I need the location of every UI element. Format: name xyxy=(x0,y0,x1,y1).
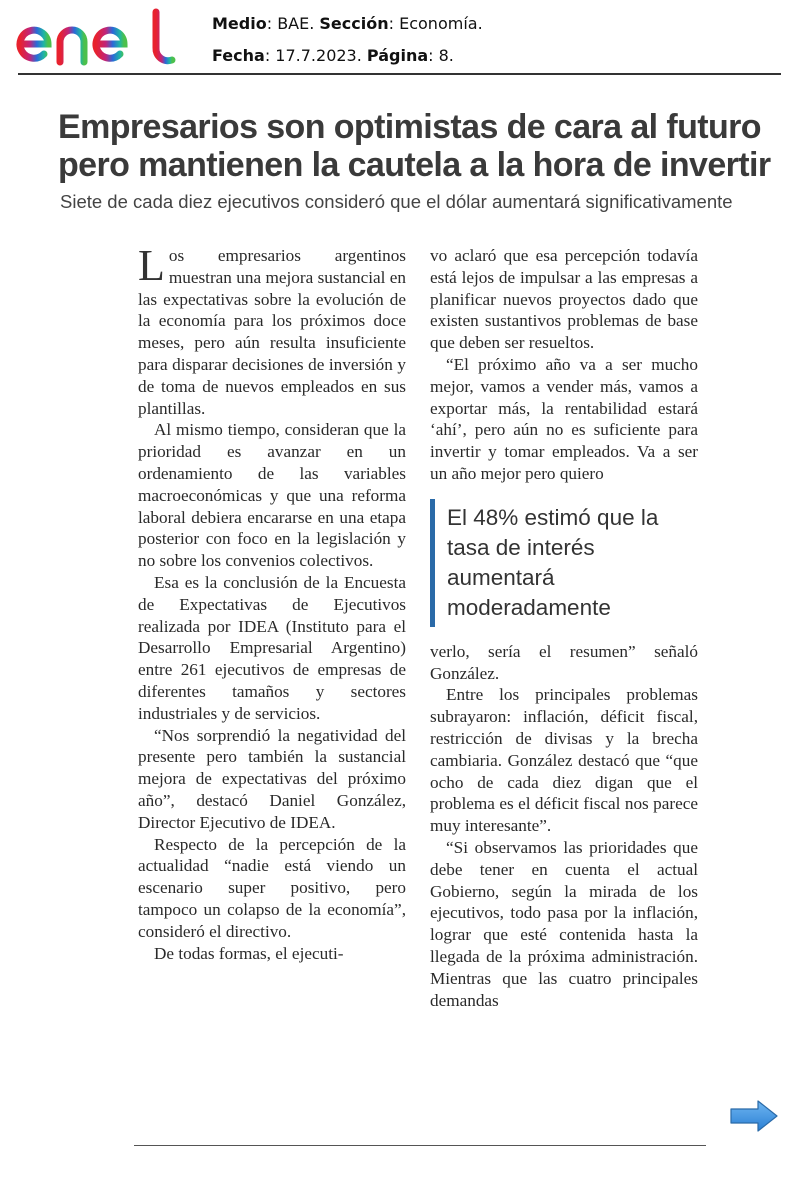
paragraph: verlo, sería el resumen” señaló González. xyxy=(430,641,698,683)
page-header xyxy=(0,0,800,78)
paragraph: vo aclaró que esa percepción todavía está lejos de impulsar a las empresas a planificar nuevos proyectos dado que existen sustantivos problemas de base que deben ser resueltos. xyxy=(430,246,698,353)
enel-logo xyxy=(16,6,181,68)
headline-line-1: Empresarios son optimistas de cara al futuro xyxy=(58,108,761,146)
paragraph: Respecto de la percepción de la actualidad “nadie está viendo un escenario super positivo, pero tampoco un colapso de la economía”, consideró el directivo. xyxy=(138,834,406,941)
paragraph: Al mismo tiempo, consideran que la prioridad es avanzar en un ordenamiento de las variables macroeconómicas y que una reforma laboral debiera encararse en una etapa posterior con foco en la legislación y no sobre los convenios colectivos. xyxy=(138,420,406,571)
seccion-label: Sección xyxy=(319,14,389,33)
fecha-value: 17.7.2023. xyxy=(275,46,362,65)
header-divider xyxy=(18,73,781,75)
header-fecha-line: Fecha: 17.7.2023. Página: 8. xyxy=(212,46,454,65)
paragraph: “Nos sorprendió la negatividad del presente pero también la sustancial mejora de expectativas del próximo año”, destacó Daniel González, Director Ejecutivo de IDEA. xyxy=(138,725,406,832)
headline-line-2: pero mantienen la cautela a la hora de invertir xyxy=(58,146,771,184)
header-medio-line: Medio: BAE. Sección: Economía. xyxy=(212,14,483,33)
paragraph xyxy=(138,241,406,419)
drop-cap: L xyxy=(138,241,165,290)
paragraph: Esa es la conclusión de la Encuesta de Expectativas de Ejecutivos realizada por IDEA (Instituto para el Desarrollo Empresarial Argentino) entre 261 ejecutivos de empresas de diferentes tamaños y sectores industriales y de servicios. xyxy=(138,572,406,723)
article-column-right xyxy=(430,245,698,1011)
paragraph: Entre los principales problemas subrayaron: inflación, déficit fiscal, restricción de divisas y la brecha cambiaria. González destacó que “que ocho de cada diez digan que el problema es el déficit fiscal nos parece muy interesante”. xyxy=(430,685,698,836)
paragraph: “Si observamos las prioridades que debe tener en cuenta el actual Gobierno, según la mirada de los ejecutivos, todo pasa por la inflación, lograr que esté contenida hasta la llegada de la próxima administración. Mientras que las cuatro principales demandas xyxy=(430,837,698,1010)
fecha-label: Fecha xyxy=(212,46,265,65)
paragraph-text: os empresarios argentinos muestran una mejora sustancial en las expectativas sobre la evolución de la economía para los próximos doce meses, pero aún resulta insuficiente para disparar decisiones de inversión y de toma de nuevos empleados en sus plantillas. xyxy=(138,246,406,418)
article-column-left xyxy=(138,241,406,964)
medio-value: BAE. xyxy=(277,14,315,33)
medio-label: Medio xyxy=(212,14,267,33)
footer-divider xyxy=(134,1145,706,1146)
pagina-value: 8. xyxy=(438,46,454,65)
paragraph: De todas formas, el ejecuti- xyxy=(154,943,344,963)
article-subhead: Siete de cada diez ejecutivos consideró que el dólar aumentará significativamente xyxy=(60,191,733,212)
arrow-right-icon[interactable] xyxy=(728,1098,780,1134)
paragraph: “El próximo año va a ser mucho mejor, vamos a vender más, vamos a exportar más, la rentabilidad estará ‘ahí’, pero aún no es suficiente para invertir y tomar empleados. Va a ser un año mejor pero quiero xyxy=(430,354,698,483)
pull-quote: El 48% estimó que la tasa de interés aumentará moderadamente xyxy=(430,499,698,627)
article-headline xyxy=(58,108,778,184)
pagina-label: Página xyxy=(366,46,429,65)
seccion-value: Economía. xyxy=(399,14,483,33)
